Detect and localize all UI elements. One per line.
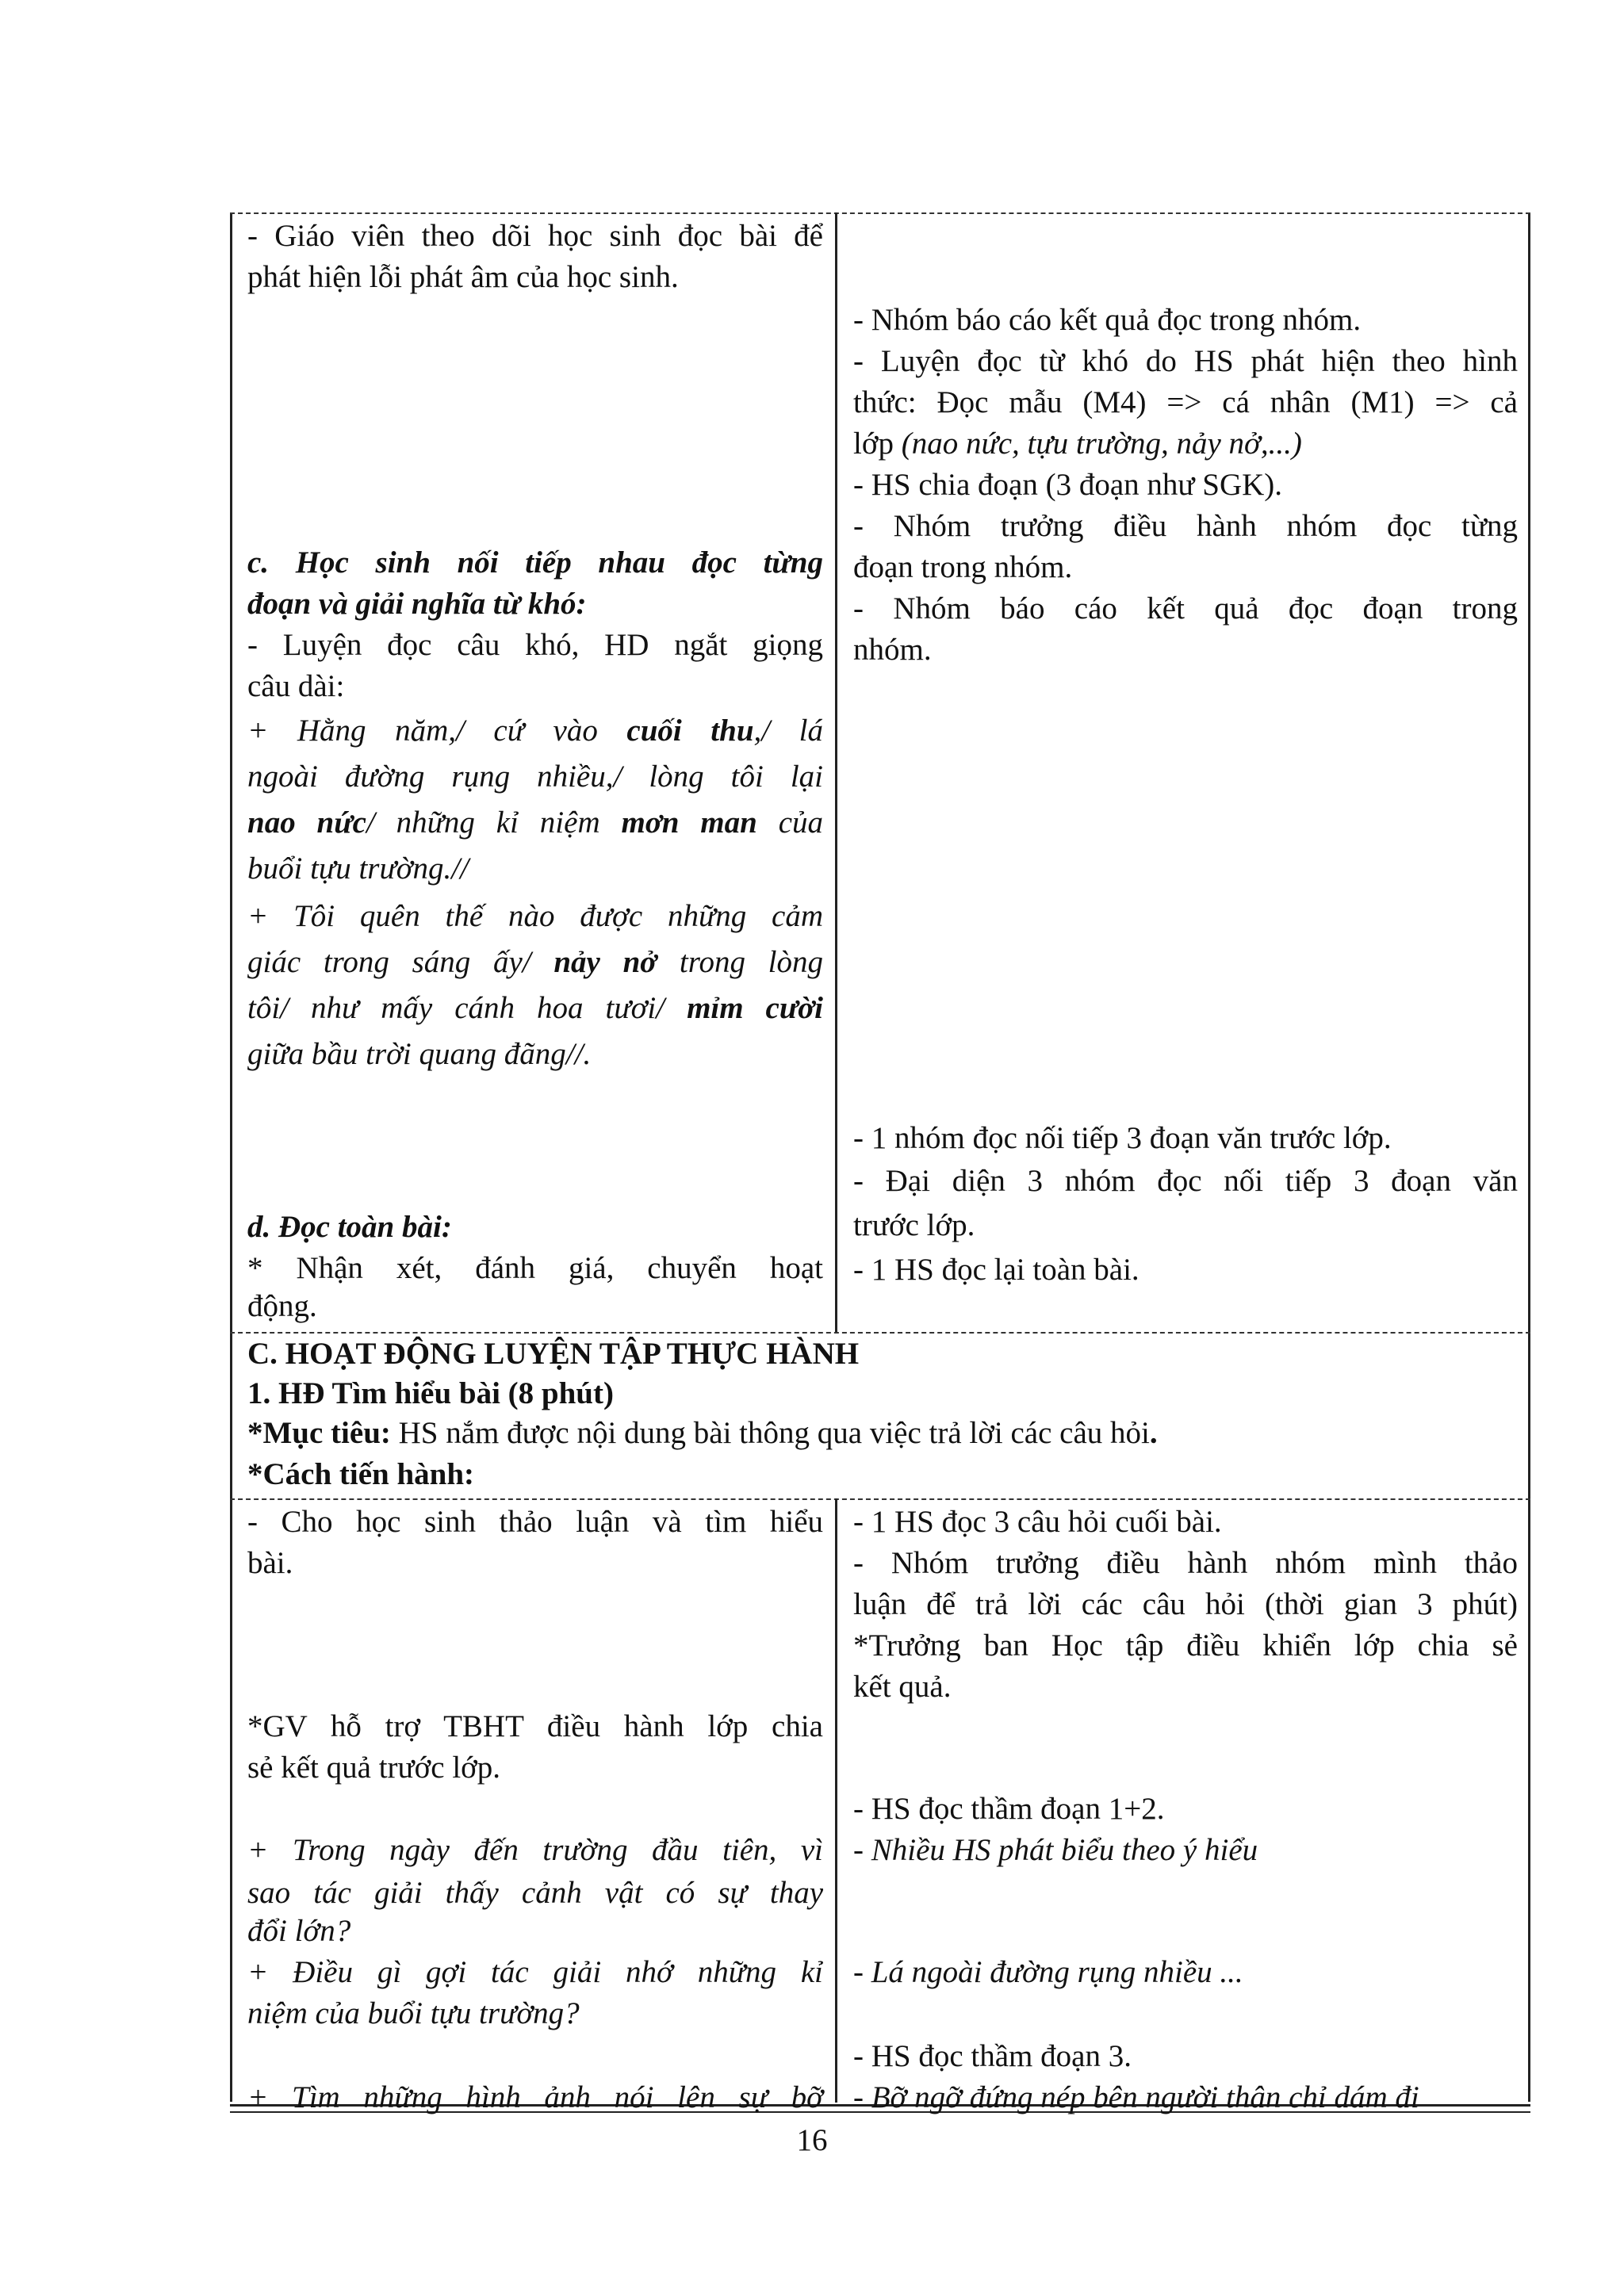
hard-sentence-line-1: - Luyện đọc câu khó, HD ngắt giọng (247, 628, 823, 662)
question-1-line-2: sao tác giải thấy cảnh vật có sự thay (247, 1876, 823, 1910)
sentence-1-line-4: buổi tựu trường.// (247, 851, 469, 886)
section-c-heading-line-1: c. Học sinh nối tiếp nhau đọc từng (247, 545, 823, 580)
sentence-2-line-1: + Tôi quên thế nào được những cảm (247, 899, 823, 933)
student-leader-q-line-1: - Nhóm trưởng điều hành nhóm mình thảo (853, 1546, 1518, 1580)
s1-part-nhung: / những kỉ niệm (366, 806, 622, 840)
student-leader-line-2: đoạn trong nhóm. (853, 550, 1073, 584)
s1-part-c: ,/ lá (753, 714, 823, 748)
student-practice-line-3 (853, 423, 1518, 465)
assess-line-2: động. (247, 1289, 317, 1323)
student-one-reads-line: - 1 HS đọc lại toàn bài. (853, 1253, 1139, 1287)
page-number: 16 (796, 2123, 828, 2157)
goal-end: . (1149, 1416, 1158, 1450)
answer-1-line: - Nhiều HS phát biểu theo ý hiểu (853, 1833, 1258, 1867)
student-practice-line-1: - Luyện đọc từ khó do HS phát hiện theo hình (853, 344, 1518, 378)
section-c-heading-line-2: đoạn và giải nghĩa từ khó: (247, 587, 587, 621)
teacher-support-line-2: sẻ kết quả trước lớp. (247, 1751, 501, 1785)
question-1-line-1: + Trong ngày đến trường đầu tiên, vì (247, 1833, 823, 1867)
student-leader-line-1: - Nhóm trưởng điều hành nhóm đọc từng (853, 509, 1518, 543)
goal-text: HS nắm được nội dung bài thông qua việc trả lời các câu hỏi (390, 1416, 1150, 1450)
student-three-questions-line: - 1 HS đọc 3 câu hỏi cuối bài. (853, 1505, 1222, 1539)
activity-title: 1. HĐ Tìm hiểu bài (8 phút) (247, 1376, 614, 1410)
student-one-group-line: - 1 nhóm đọc nối tiếp 3 đoạn văn trước lớp. (853, 1121, 1392, 1155)
answer-2-line: - Lá ngoài đường rụng nhiều ... (853, 1955, 1243, 1989)
teacher-discuss-line-2: bài. (247, 1546, 293, 1580)
teacher-discuss-line-1: - Cho học sinh thảo luận và tìm hiểu (247, 1505, 823, 1539)
s2-part-toi: tôi/ như mấy cánh hoa tươi/ (247, 991, 688, 1025)
section-title: C. HOẠT ĐỘNG LUYỆN TẬP THỰC HÀNH (247, 1337, 860, 1371)
sentence-1-line-3 (247, 801, 823, 845)
sentence-2-line-4: giữa bầu trời quang đãng//. (247, 1037, 592, 1071)
student-practice-line-2: thức: Đọc mẫu (M4) => cá nhân (M1) => cả (853, 385, 1518, 419)
assess-line-1: * Nhận xét, đánh giá, chuyển hoạt (247, 1251, 823, 1285)
s1-part-cua: của (756, 806, 824, 840)
practice-prefix: lớp (853, 427, 902, 461)
sentence-1-line-2: ngoài đường rụng nhiều,/ lòng tôi lại (247, 760, 823, 794)
hard-sentence-line-2: câu dài: (247, 669, 345, 703)
goal-line (247, 1413, 1516, 1454)
student-divide-line: - HS chia đoạn (3 đoạn như SGK). (853, 468, 1283, 502)
row-divider-section-body (230, 1498, 1530, 1500)
teacher-follow-line-2: phát hiện lỗi phát âm của học sinh. (247, 260, 679, 294)
s2-bold-nay-no: nảy nở (553, 945, 657, 979)
answer-3-line: - Bỡ ngỡ đứng nép bên người thân chỉ dám đi (853, 2080, 1419, 2114)
student-tbht-line-1: *Trưởng ban Học tập điều khiển lớp chia sẻ (853, 1628, 1518, 1663)
student-read-12-line: - HS đọc thầm đoạn 1+2. (853, 1792, 1165, 1826)
column-divider-lower (835, 1498, 837, 2103)
s2-part-c: trong lòng (657, 945, 823, 979)
s2-part-a: giác trong sáng ấy/ (247, 945, 554, 979)
student-tbht-line-2: kết quả. (853, 1670, 952, 1704)
question-2-line-2: niệm của buổi tựu trường? (247, 1996, 580, 2030)
s1-part-a: + Hằng năm,/ cứ vào (247, 714, 627, 748)
teacher-follow-line-1: - Giáo viên theo dõi học sinh đọc bài để (247, 219, 823, 253)
s1-bold-nao-nuc: nao nức (247, 806, 366, 840)
question-2-line-1: + Điều gì gợi tác giải nhớ những kỉ (247, 1955, 823, 1989)
student-report-line: - Nhóm báo cáo kết quả đọc trong nhóm. (853, 303, 1362, 337)
practice-hard-words: (nao nức, tựu trường, nảy nở,...) (901, 427, 1302, 461)
question-1-line-3: đổi lớn? (247, 1914, 351, 1948)
table-top-border (230, 212, 1530, 214)
question-3-line-1: + Tìm những hình ảnh nói lên sự bỡ (247, 2080, 823, 2114)
teacher-support-line-1: *GV hỗ trợ TBHT điều hành lớp chia (247, 1709, 823, 1743)
student-three-groups-line-1: - Đại diện 3 nhóm đọc nối tiếp 3 đoạn văn (853, 1164, 1518, 1198)
student-report2-line-1: - Nhóm báo cáo kết quả đọc đoạn trong (853, 591, 1518, 626)
column-divider-upper (835, 212, 837, 1332)
student-report2-line-2: nhóm. (853, 633, 932, 667)
sentence-2-line-3 (247, 986, 823, 1031)
student-leader-q-line-2: luận để trả lời các câu hỏi (thời gian 3 phút) (853, 1587, 1518, 1621)
method-label: *Cách tiến hành: (247, 1457, 475, 1491)
s2-bold-mim-cuoi: mỉm cười (687, 991, 823, 1025)
sentence-2-line-2 (247, 940, 823, 985)
section-d-heading: d. Đọc toàn bài: (247, 1210, 452, 1244)
student-three-groups-line-2: trước lớp. (853, 1208, 975, 1242)
goal-label: *Mục tiêu: (247, 1416, 391, 1450)
s1-bold-cuoi-thu: cuối thu (626, 714, 754, 748)
sentence-1-line-1 (247, 709, 823, 753)
s1-bold-mon-man: mơn man (621, 806, 757, 840)
student-read-3-line: - HS đọc thầm đoạn 3. (853, 2039, 1132, 2073)
